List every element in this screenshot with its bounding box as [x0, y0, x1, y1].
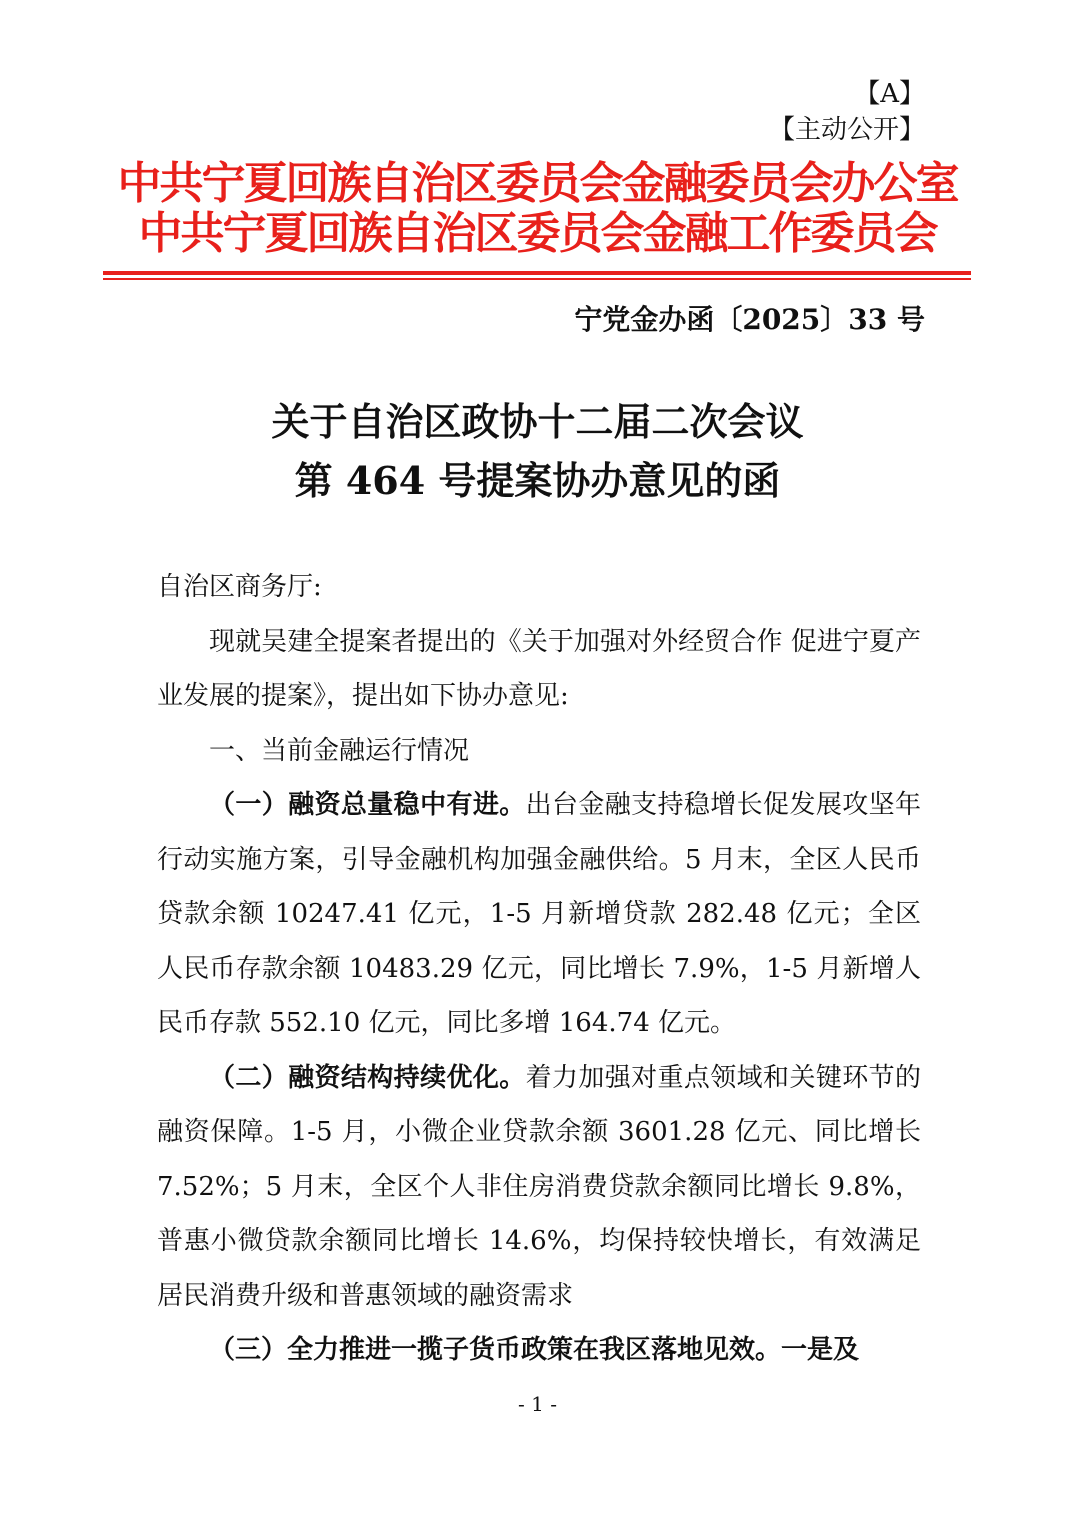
issuing-org-line-1: 中共宁夏回族自治区委员会金融委员会办公室: [117, 158, 958, 209]
red-head-rule-thick: [103, 271, 971, 275]
classification-mark: 【A】: [854, 79, 925, 109]
paragraph-monetary-policy: （三）全力推进一揽子货币政策在我区落地见效。一是及: [209, 1335, 860, 1365]
document-body: [157, 560, 921, 1378]
document-title-line-2: 第 464 号提案协办意见的函: [294, 458, 781, 503]
red-head-rule-thin: [103, 278, 971, 280]
paragraph-financing-structure: [157, 1051, 921, 1324]
paragraph-text: 出台金融支持稳增长促发展攻坚年行动实施方案，引导金融机构加强金融供给。5 月末，全区人民币贷款余额 10247.41 亿元，1-5 月新增贷款 282.48 亿元；全区人民币存款余额 10483.29 亿元，同比增长 7.9%，1-5 月新增人民币存款 552.10 亿元，同比多增 164.74 亿元。: [157, 790, 921, 1038]
paragraph-lead: （二）融资结构持续优化。: [209, 1062, 526, 1093]
salutation: 自治区商务厅:: [157, 572, 322, 602]
document-title-line-1: 关于自治区政协十二届二次会议: [271, 399, 804, 444]
paragraph-financing-volume: [157, 778, 921, 1051]
section-heading-1: 一、当前金融运行情况: [209, 735, 470, 766]
page-number: - 1 -: [518, 1392, 557, 1416]
paragraph-text: 着力加强对重点领域和关键环节的融资保障。1-5 月，小微企业贷款余额 3601.28 亿元、同比增长 7.52%；5 月末，全区个人非住房消费贷款余额同比增长 9.8%，普惠小微贷款余额同比增长 14.6%，均保持较快增长，有效满足居民消费升级和普惠领域的融资需求: [157, 1062, 921, 1311]
intro-paragraph: 现就吴建全提案者提出的《关于加强对外经贸合作 促进宁夏产业发展的提案》，提出如下协办意见:: [157, 626, 921, 711]
document-number: 宁党金办函〔2025〕33 号: [574, 303, 925, 336]
disclosure-mark: 【主动公开】: [768, 115, 925, 145]
paragraph-lead: （一）融资总量稳中有进。: [209, 790, 526, 820]
issuing-org-line-2: 中共宁夏回族自治区委员会金融工作委员会: [138, 208, 937, 259]
